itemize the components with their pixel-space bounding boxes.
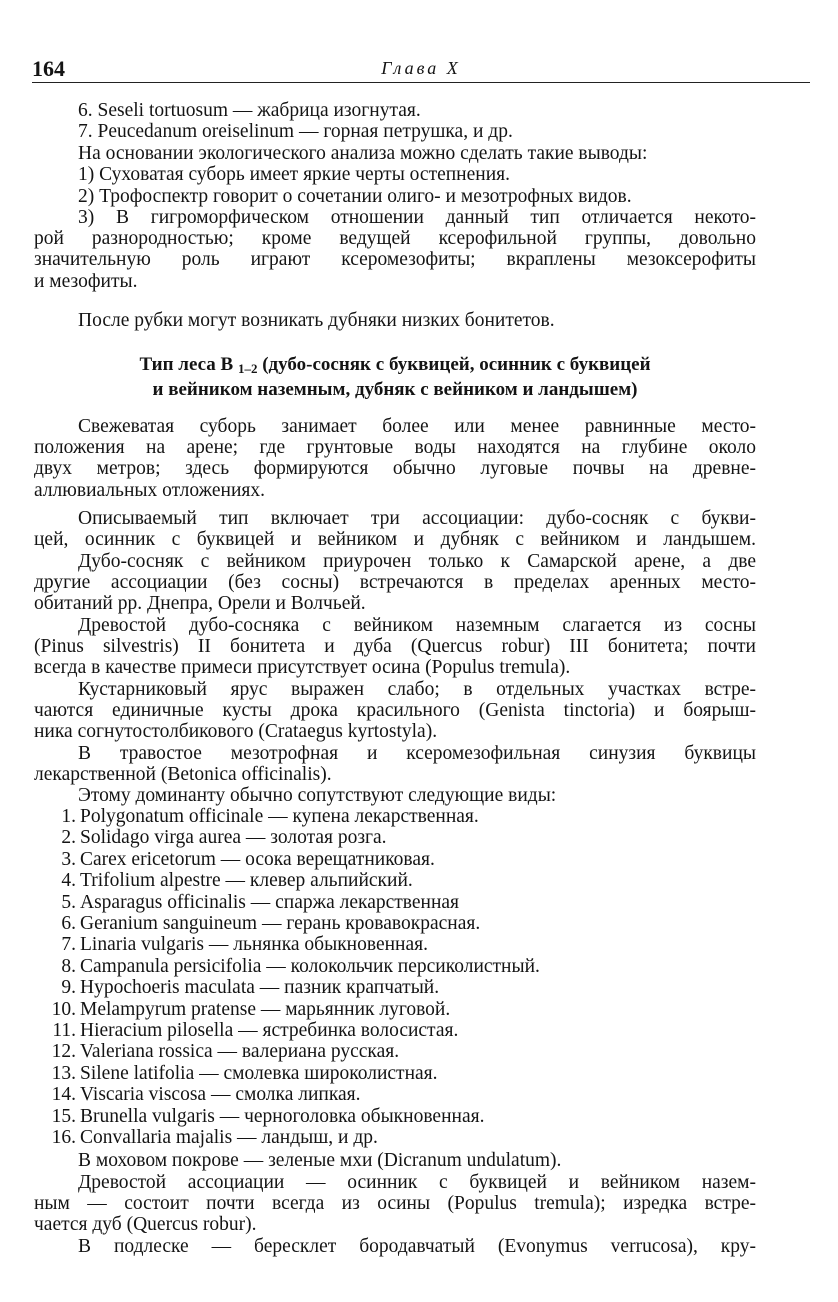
paragraph-2-first <box>78 508 756 529</box>
text-line: другие ассоциации (без сосны) встречаются в пределах аренных место- <box>34 572 756 593</box>
page-number: 164 <box>32 56 65 81</box>
text-line: положения на арене; где грунтовые воды находятся на глубине около <box>34 437 756 458</box>
paragraph-2-rest <box>34 529 756 550</box>
list-item: 12. Valeriana rossica — валериана русская. <box>51 1041 400 1063</box>
conclusion-item-3-cont <box>34 228 756 292</box>
text-line: В моховом покрове — зеленые мхи (Dicranum undulatum). <box>78 1150 562 1171</box>
list-item: 5. Asparagus officinalis — спаржа лекарственная <box>61 891 460 913</box>
text-line: аллювиальных отложениях. <box>34 479 265 501</box>
text-line: Кустарниковый ярус выражен слабо; в отдельных участках встре- <box>78 679 756 700</box>
closing-paragraph-2-rest <box>34 1193 756 1236</box>
conclusion-item: 1) Суховатая суборь имеет яркие черты остепнения. <box>78 164 510 186</box>
page-header <box>32 52 810 84</box>
paragraph-6-rest <box>34 764 756 785</box>
text-line: В подлеске — бересклет бородавчатый (Evonymus verrucosa), кру- <box>78 1236 756 1257</box>
list-item: 1. Polygonatum officinale — купена лекарственная. <box>61 806 479 827</box>
closing-paragraph-2-first <box>78 1172 756 1193</box>
list-item: 11. Hieracium pilosella — ястребинка волосистая. <box>52 1020 459 1042</box>
text-line: Древостой дубо-сосняка с вейником наземным слагается из сосны <box>78 615 756 636</box>
text-line: Описываемый тип включает три ассоциации: дубо-сосняк с букви- <box>78 508 756 529</box>
list-item: 9. Hypochoeris maculata — пазник крапчатый. <box>61 977 440 999</box>
paragraph-4-first <box>78 615 756 636</box>
text-line: Свежеватая суборь занимает более или менее равнинные место- <box>78 416 756 437</box>
text-line: и мезофиты. <box>34 270 138 292</box>
conclusion-item: 2) Трофоспектр говорит о сочетании олиго- и мезотрофных видов. <box>78 185 632 207</box>
list-item: 4. Trifolium alpestre — клевер альпийский. <box>61 870 413 892</box>
text-line: Древостой ассоциации — осинник с буквицей и вейником назем- <box>78 1172 756 1193</box>
list-item: 16. Convallaria majalis — ландыш, и др. <box>51 1127 378 1149</box>
text-line: рой разнородностью; кроме ведущей ксерофильной группы, довольно <box>34 228 756 249</box>
list-item: 7. Linaria vulgaris — льнянка обыкновенная. <box>61 934 428 956</box>
text-line: (Pinus silvestris) II бонитета и дуба (Quercus robur) III бонитета; почти <box>34 636 756 657</box>
top-block <box>78 100 756 207</box>
text-line: лекарственной (Betonica officinalis). <box>34 764 332 785</box>
list-item: 15. Brunella vulgaris — черноголовка обыкновенная. <box>51 1105 485 1127</box>
text-line: обитаний рр. Днепра, Орели и Волчьей. <box>34 593 366 615</box>
section-heading <box>34 354 756 401</box>
paragraph-3-rest <box>34 572 756 615</box>
paragraph-5-rest <box>34 700 756 743</box>
list-item: 3. Carex ericetorum — осока верещатниковая. <box>61 848 435 870</box>
paragraph-4-rest <box>34 636 756 679</box>
list-item: 14. Viscaria viscosa — смолка липкая. <box>51 1084 361 1106</box>
list-item: 8. Campanula persicifolia — колокольчик персиколистный. <box>61 955 540 977</box>
text-line: чаются единичные кусты дрока красильного (Genista tinctoria) и боярыш- <box>34 700 756 721</box>
section-heading-line-1: Тип леса В $_{1-2}$ (дубо-сосняк с буквицей, осинник с буквицей <box>139 354 651 376</box>
closing-paragraph-1 <box>78 1150 756 1171</box>
section-heading-line-2: и вейником наземным, дубняк с вейником и ландышем) <box>152 379 638 401</box>
header-rule <box>32 82 810 83</box>
conclusion-item-3 <box>78 207 756 228</box>
conclusions-intro: На основании экологического анализа можно сделать такие выводы: <box>78 142 648 164</box>
paragraph-7 <box>78 785 756 806</box>
list-item: 6. Geranium sanguineum — герань кровавокрасная. <box>61 913 481 935</box>
paragraph-1-rest <box>34 437 756 501</box>
text-line: Дубо-сосняк с вейником приурочен только к Самарской арене, а две <box>78 551 756 572</box>
text-line: двух метров; здесь формируются обычно луговые почвы на древне- <box>34 458 756 480</box>
text-line: всегда в качестве примеси присутствует осина (Populus tremula). <box>34 657 571 679</box>
text-line: Этому доминанту обычно сопутствуют следующие виды: <box>78 785 557 806</box>
text-line: В травостое мезотрофная и ксеромезофильная синузия буквицы <box>78 743 756 764</box>
paragraph-1-first <box>78 416 756 437</box>
paragraph-6-first <box>78 743 756 764</box>
list-item: 13. Silene latifolia — смолевка широколистная. <box>51 1062 438 1084</box>
after-cutting <box>78 310 756 331</box>
text-line: цей, осинник с буквицей и вейником и дубняк с вейником и ландышем. <box>34 529 756 550</box>
paragraph-3-first <box>78 551 756 572</box>
text-line: ника согнутостолбикового (Crataegus kyrtostyla). <box>34 721 438 743</box>
top-list-item: 6. Seseli tortuosum — жабрица изогнутая. <box>78 100 421 121</box>
text-line: 3) В гигроморфическом отношении данный тип отличается некото- <box>78 207 756 228</box>
species-list <box>50 806 756 1149</box>
paragraph-5-first <box>78 679 756 700</box>
text-line: После рубки могут возникать дубняки низких бонитетов. <box>78 310 555 331</box>
list-item: 2. Solidago virga aurea — золотая розга. <box>61 827 387 849</box>
text-line: чается дуб (Quercus robur). <box>34 1214 257 1236</box>
list-item: 10. Melampyrum pratense — марьянник луговой. <box>51 998 451 1020</box>
text-line: значительную роль играют ксеромезофиты; вкраплены мезоксерофиты <box>34 249 756 271</box>
top-list-item: 7. Peucedanum oreiselinum — горная петрушка, и др. <box>78 121 513 143</box>
closing-paragraph-3 <box>78 1236 756 1257</box>
text-line: ным — состоит почти всегда из осины (Populus tremula); изредка встре- <box>34 1193 756 1214</box>
running-head: Глава X <box>381 58 461 78</box>
heading-subscript: 1–2 <box>237 361 258 376</box>
